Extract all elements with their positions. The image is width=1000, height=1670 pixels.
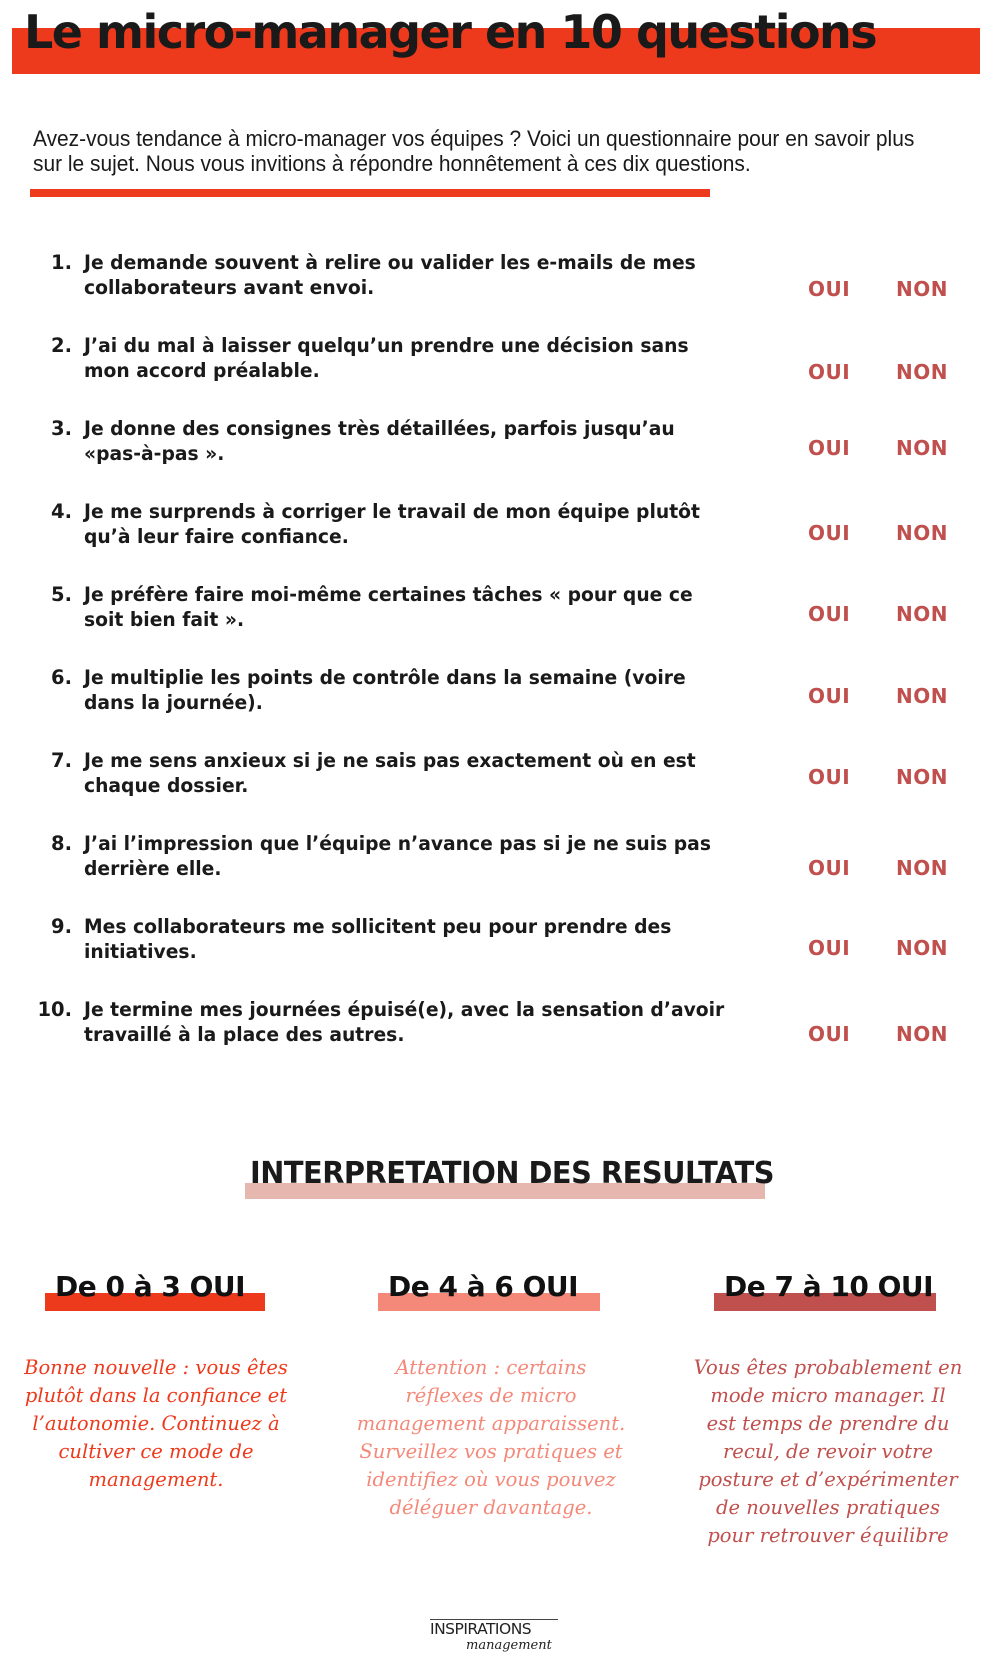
question-item [0, 831, 1000, 891]
question-text: Je me sens anxieux si je ne sais pas exactement où en est chaque dossier. [84, 749, 696, 797]
question-text: J’ai l’impression que l’équipe n’avance pas si je ne suis pas derrière elle. [84, 832, 711, 880]
result-low-text: Bonne nouvelle : vous êtes plutôt dans la confiance et l’autonomie. Continuez à cultiver ce mode de management. [24, 1356, 288, 1491]
question-text: Je me surprends à corriger le travail de mon équipe plutôt qu’à leur faire confiance. [84, 500, 700, 548]
question-item [0, 333, 1000, 393]
interpretation-title: INTERPRETATION DES RESULTATS [250, 1156, 775, 1191]
question-text: Je demande souvent à relire ou valider les e-mails de mes collaborateurs avant envoi. [84, 251, 696, 299]
question-text: Mes collaborateurs me sollicitent peu pour prendre des initiatives. [84, 915, 672, 963]
question-text: Je préfère faire moi-même certaines tâches « pour que ce soit bien fait ». [84, 583, 693, 631]
answer-non-button[interactable]: NON [896, 684, 948, 708]
result-mid-title: De 4 à 6 OUI [388, 1270, 579, 1303]
question-text: Je multiplie les points de contrôle dans la semaine (voire dans la journée). [84, 666, 686, 714]
answer-non-button[interactable]: NON [896, 765, 948, 789]
answer-non-button[interactable]: NON [896, 277, 948, 301]
question-item [0, 499, 1000, 559]
answer-non-button[interactable]: NON [896, 521, 948, 545]
answer-non-button[interactable]: NON [896, 856, 948, 880]
answer-oui-button[interactable]: OUI [808, 360, 851, 384]
question-number: 1. [51, 251, 72, 274]
logo-wordmark: INSPIRATIONS [430, 1620, 532, 1638]
question-number: 7. [51, 749, 72, 772]
answer-non-button[interactable]: NON [896, 936, 948, 960]
question-item [0, 665, 1000, 725]
inspirations-logo [430, 1618, 562, 1658]
answer-non-button[interactable]: NON [896, 602, 948, 626]
question-item [0, 416, 1000, 476]
answer-oui-button[interactable]: OUI [808, 1022, 851, 1046]
answer-oui-button[interactable]: OUI [808, 765, 851, 789]
answer-oui-button[interactable]: OUI [808, 684, 851, 708]
result-high-text: Vous êtes probablement en mode micro manager. Il est temps de prendre du recul, de revoir votre posture et d’expérimenter de nouvelles pratiques pour retrouver équilibre [693, 1356, 963, 1547]
result-mid-text: Attention : certains réflexes de micro management apparaissent. Surveillez vos pratiques et identifiez où vous pouvez déléguer davantage. [356, 1356, 626, 1519]
result-low-title: De 0 à 3 OUI [55, 1270, 246, 1303]
answer-non-button[interactable]: NON [896, 436, 948, 460]
answer-oui-button[interactable]: OUI [808, 436, 851, 460]
question-number: 8. [51, 832, 72, 855]
question-item [0, 997, 1000, 1057]
question-text: Je donne des consignes très détaillées, parfois jusqu’au «pas-à-pas ». [84, 417, 675, 465]
answer-oui-button[interactable]: OUI [808, 856, 851, 880]
answer-oui-button[interactable]: OUI [808, 521, 851, 545]
question-text: J’ai du mal à laisser quelqu’un prendre une décision sans mon accord préalable. [84, 334, 689, 382]
logo-tagline: management [466, 1638, 552, 1653]
answer-oui-button[interactable]: OUI [808, 277, 851, 301]
question-text: Je termine mes journées épuisé(e), avec la sensation d’avoir travaillé à la place des autres. [84, 998, 725, 1046]
answer-non-button[interactable]: NON [896, 360, 948, 384]
result-high-title: De 7 à 10 OUI [724, 1270, 934, 1303]
intro-text: Avez-vous tendance à micro-manager vos équipes ? Voici un questionnaire pour en savoir plus sur le sujet. Nous vous invitions à répondre honnêtement à ces dix questions. [33, 126, 915, 176]
question-number: 6. [51, 666, 72, 689]
question-number: 10. [37, 998, 72, 1021]
question-item [0, 582, 1000, 642]
question-number: 2. [51, 334, 72, 357]
page-title: Le micro-manager en 10 questions [24, 5, 877, 59]
intro-underline [30, 189, 710, 197]
question-item [0, 250, 1000, 310]
question-number: 3. [51, 417, 72, 440]
question-number: 4. [51, 500, 72, 523]
question-item [0, 914, 1000, 974]
question-number: 5. [51, 583, 72, 606]
question-item [0, 748, 1000, 808]
answer-oui-button[interactable]: OUI [808, 936, 851, 960]
question-number: 9. [51, 915, 72, 938]
answer-oui-button[interactable]: OUI [808, 602, 851, 626]
answer-non-button[interactable]: NON [896, 1022, 948, 1046]
